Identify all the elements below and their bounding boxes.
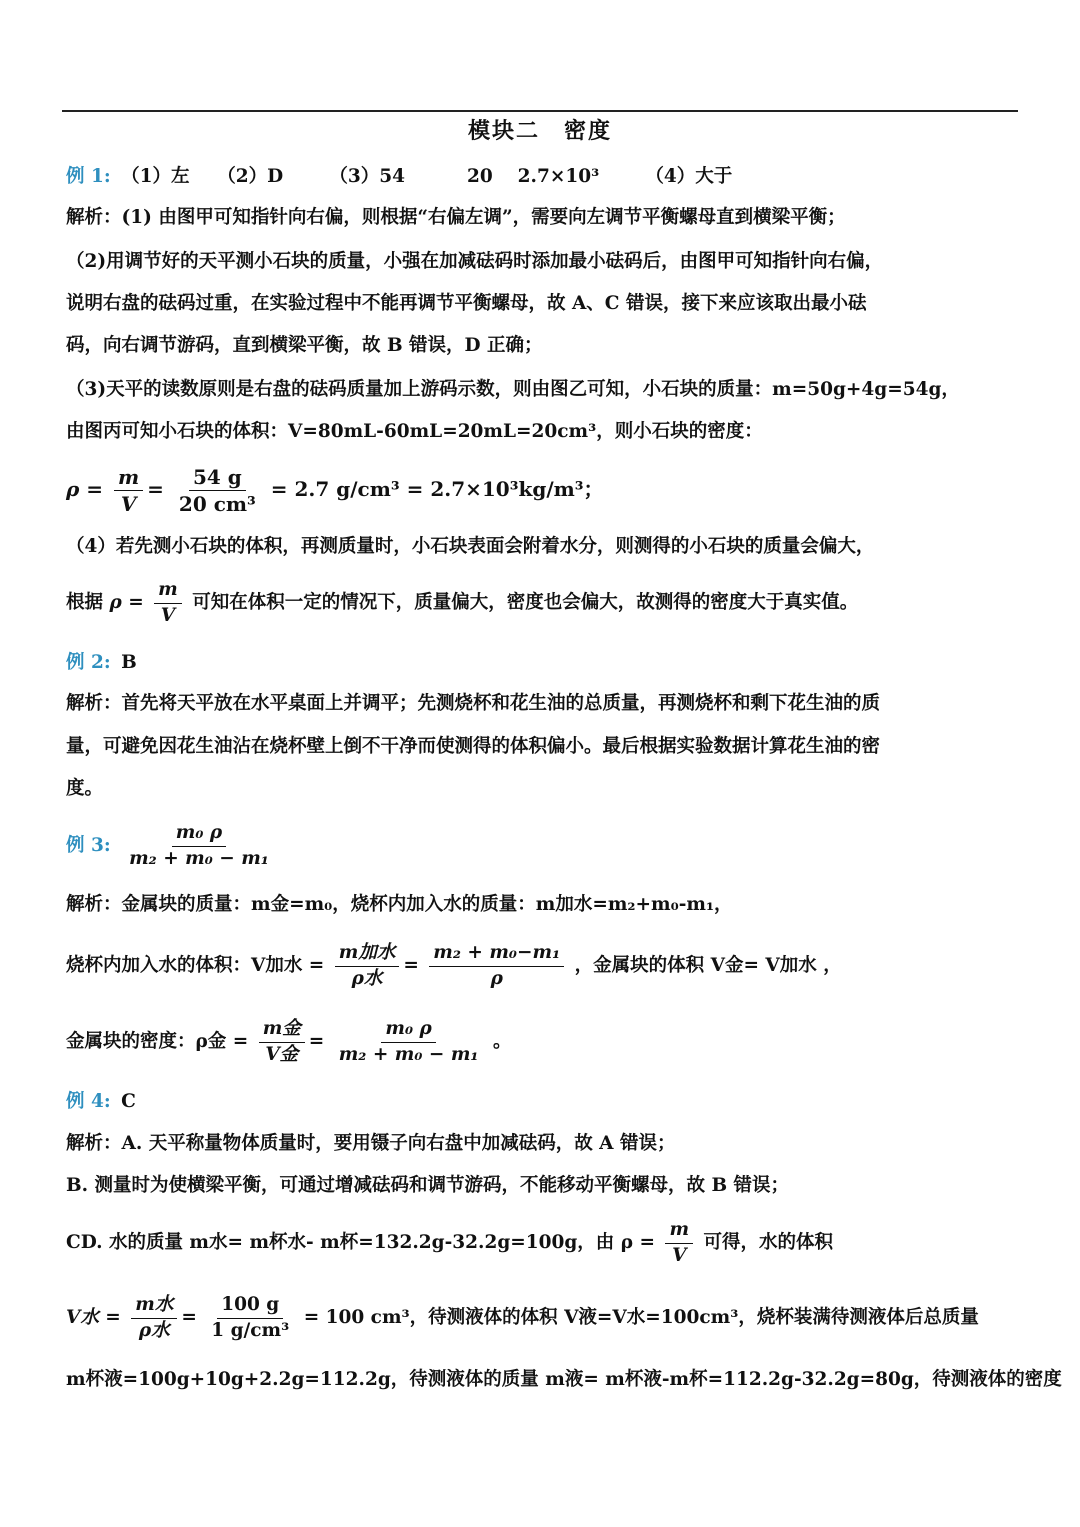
ex3-answer-line: [66, 818, 1040, 874]
denominator: ρ水: [138, 1319, 170, 1341]
ex3-label: 例 3:: [66, 835, 111, 856]
ex2-answer-line: [66, 649, 1040, 677]
text: 根据: [66, 592, 104, 613]
denominator: V: [120, 492, 137, 516]
ex4-line: m杯液=100g+10g+2.2g=112.2g，待测液体的质量 m液= m杯液-m杯=112.2g-32.2g=80g，待测液体的密度: [66, 1369, 1062, 1390]
ex2-line: 度。: [66, 778, 104, 799]
ex3-volume-line: 烧杯内加入水的体积：V加水 = $\frac{\text{m加水}}{\text{ρ水}}$ = $\frac{\text{m₂ + m₀−m₁}}{\rho}$ ，金属块的体积 V金= V加水 ，: [66, 942, 842, 989]
text: CD. 水的质量 m水= m杯水- m杯=132.2g-32.2g=100g，由 ρ =: [66, 1232, 655, 1253]
numerator: m₀ ρ: [381, 1019, 435, 1042]
fraction: [114, 466, 143, 515]
page-title: 模块二 密度: [467, 118, 612, 144]
ex1-line: 由图丙可知小石块的体积：V=80mL-60mL=20mL=20cm³，则小石块的密度：: [66, 421, 763, 442]
formula-rho: ρ =: [109, 592, 144, 613]
ex4-answer-line: [66, 1088, 1040, 1116]
ex2-line: 量，可避免因花生油沾在烧杯壁上倒不干净而使测得的体积偏小。最后根据实验数据计算花生油的密: [66, 736, 881, 757]
ex4-line: 解析：A. 天平称量物体质量时，要用镊子向右盘中加减砝码，故 A 错误；: [66, 1133, 676, 1154]
numerator: m₂ + m₀−m₁: [429, 943, 564, 966]
denominator: ρ水: [351, 967, 383, 989]
text: ，金属块的体积 V金= V加水 ，: [574, 955, 842, 976]
numerator: m: [665, 1220, 693, 1243]
numerator: m金: [259, 1019, 305, 1042]
denominator: V: [672, 1244, 687, 1266]
denominator: 20 cm³: [178, 492, 256, 516]
fraction: [175, 466, 260, 515]
ex1-line: （3)天平的读数原则是右盘的砝码质量加上游码示数，则由图乙可知，小石块的质量：m=50g+4g=54g，: [66, 379, 960, 400]
text: V水 =: [66, 1307, 121, 1328]
ex2-line: 解析：首先将天平放在水平桌面上并调平；先测烧杯和花生油的总质量，再测烧杯和剩下花生油的质: [66, 693, 881, 714]
ex4-water-mass-line: [66, 1218, 1040, 1268]
numerator: m加水: [335, 943, 400, 966]
ex2-answer: B: [121, 652, 137, 673]
denominator: m₂ + m₀ − m₁: [338, 1043, 479, 1065]
formula-rho: ρ =: [66, 477, 104, 501]
denominator: ρ: [490, 967, 503, 989]
ex1-answer-line: [66, 163, 1040, 191]
text: 金属块的密度：ρ金 =: [66, 1031, 249, 1052]
numerator: m: [154, 580, 182, 603]
text: 。: [493, 1031, 512, 1052]
ex1-line: （4）若先测小石块的体积，再测质量时，小石块表面会附着水分，则测得的小石块的质量会偏大，: [66, 536, 875, 557]
text: 可知在体积一定的情况下，质量偏大，密度也会偏大，故测得的密度大于真实值。: [192, 592, 859, 613]
fraction: [131, 1295, 177, 1341]
ex4-label: 例 4:: [66, 1091, 111, 1112]
denominator: 1 g/cm³: [211, 1319, 290, 1341]
numerator: 54 g: [189, 466, 246, 491]
ex1-line: （2)用调节好的天平测小石块的质量，小强在加减砝码时添加最小砝码后，由图甲可知指针向右偏，: [66, 251, 884, 272]
text: 烧杯内加入水的体积：V加水 =: [66, 955, 325, 976]
numerator: 100 g: [217, 1295, 283, 1318]
fraction: [207, 1295, 293, 1341]
fraction: [335, 943, 400, 989]
formula-result: = 2.7 g/cm³ = 2.7×10³kg/m³；: [270, 477, 604, 501]
numerator: m水: [131, 1295, 177, 1318]
denominator: m₂ + m₀ − m₁: [129, 847, 269, 869]
fraction: [335, 1019, 483, 1065]
numerator: m: [114, 466, 143, 491]
fraction: [429, 943, 564, 989]
ex1-line: 码，向右调节游码，直到横梁平衡，故 B 错误，D 正确；: [66, 335, 543, 356]
ex1-density-formula: ρ = $\frac{m}{V}$ = $\frac{54 g}{\text{20 cm³}}$ = 2.7 g/cm³ = 2.7×10³kg/m³；: [66, 465, 604, 516]
ex3-line: 解析：金属块的质量：m金=m₀，烧杯内加入水的质量：m加水=m₂+m₀-m₁，: [66, 894, 733, 915]
fraction: [259, 1019, 305, 1065]
denominator: V金: [265, 1043, 299, 1065]
ex1-line: 解析：(1) 由图甲可知指针向右偏，则根据“右偏左调”，需要向左调节平衡螺母直到横梁平衡；: [66, 207, 846, 228]
ex3-density-line: 金属块的密度：ρ金 = $\frac{\text{m金}}{\text{V金}}$ = $\frac{\text{m₀ ρ}}{\text{m₂ + m₀ − m₁}}$ 。: [66, 1018, 512, 1065]
fraction: [154, 580, 182, 626]
ex1-line: 说明右盘的砝码过重，在实验过程中不能再调节平衡螺母，故 A、C 错误，接下来应该取出最小砝: [66, 293, 867, 314]
ex1-conclusion-line: [66, 578, 1040, 628]
ex1-answers: （1）左 （2）D （3）54 20 2.7×10³ （4）大于: [121, 166, 733, 187]
ex1-label: 例 1:: [66, 166, 111, 187]
fraction: [125, 823, 273, 869]
header-rule: [62, 110, 1018, 112]
numerator: m₀ ρ: [172, 823, 226, 846]
text: 可得，水的体积: [703, 1232, 833, 1253]
text: = 100 cm³，待测液体的体积 V液=V水=100cm³，烧杯装满待测液体后总质量: [303, 1307, 979, 1328]
ex2-label: 例 2:: [66, 652, 111, 673]
denominator: V: [160, 604, 176, 626]
ex4-answer: C: [121, 1091, 136, 1112]
ex4-line: B. 测量时为使横梁平衡，可通过增减砝码和调节游码，不能移动平衡螺母，故 B 错误；: [66, 1175, 790, 1196]
ex4-water-volume-line: V水 = $\frac{\text{m水}}{\text{ρ水}}$ = $\frac{100 g}{\text{1 g/cm³}}$ = 100 cm³，待测液体的体积 V液=V水=100cm³，烧杯装满待测液体后总质量: [66, 1294, 979, 1341]
fraction: [665, 1220, 693, 1266]
